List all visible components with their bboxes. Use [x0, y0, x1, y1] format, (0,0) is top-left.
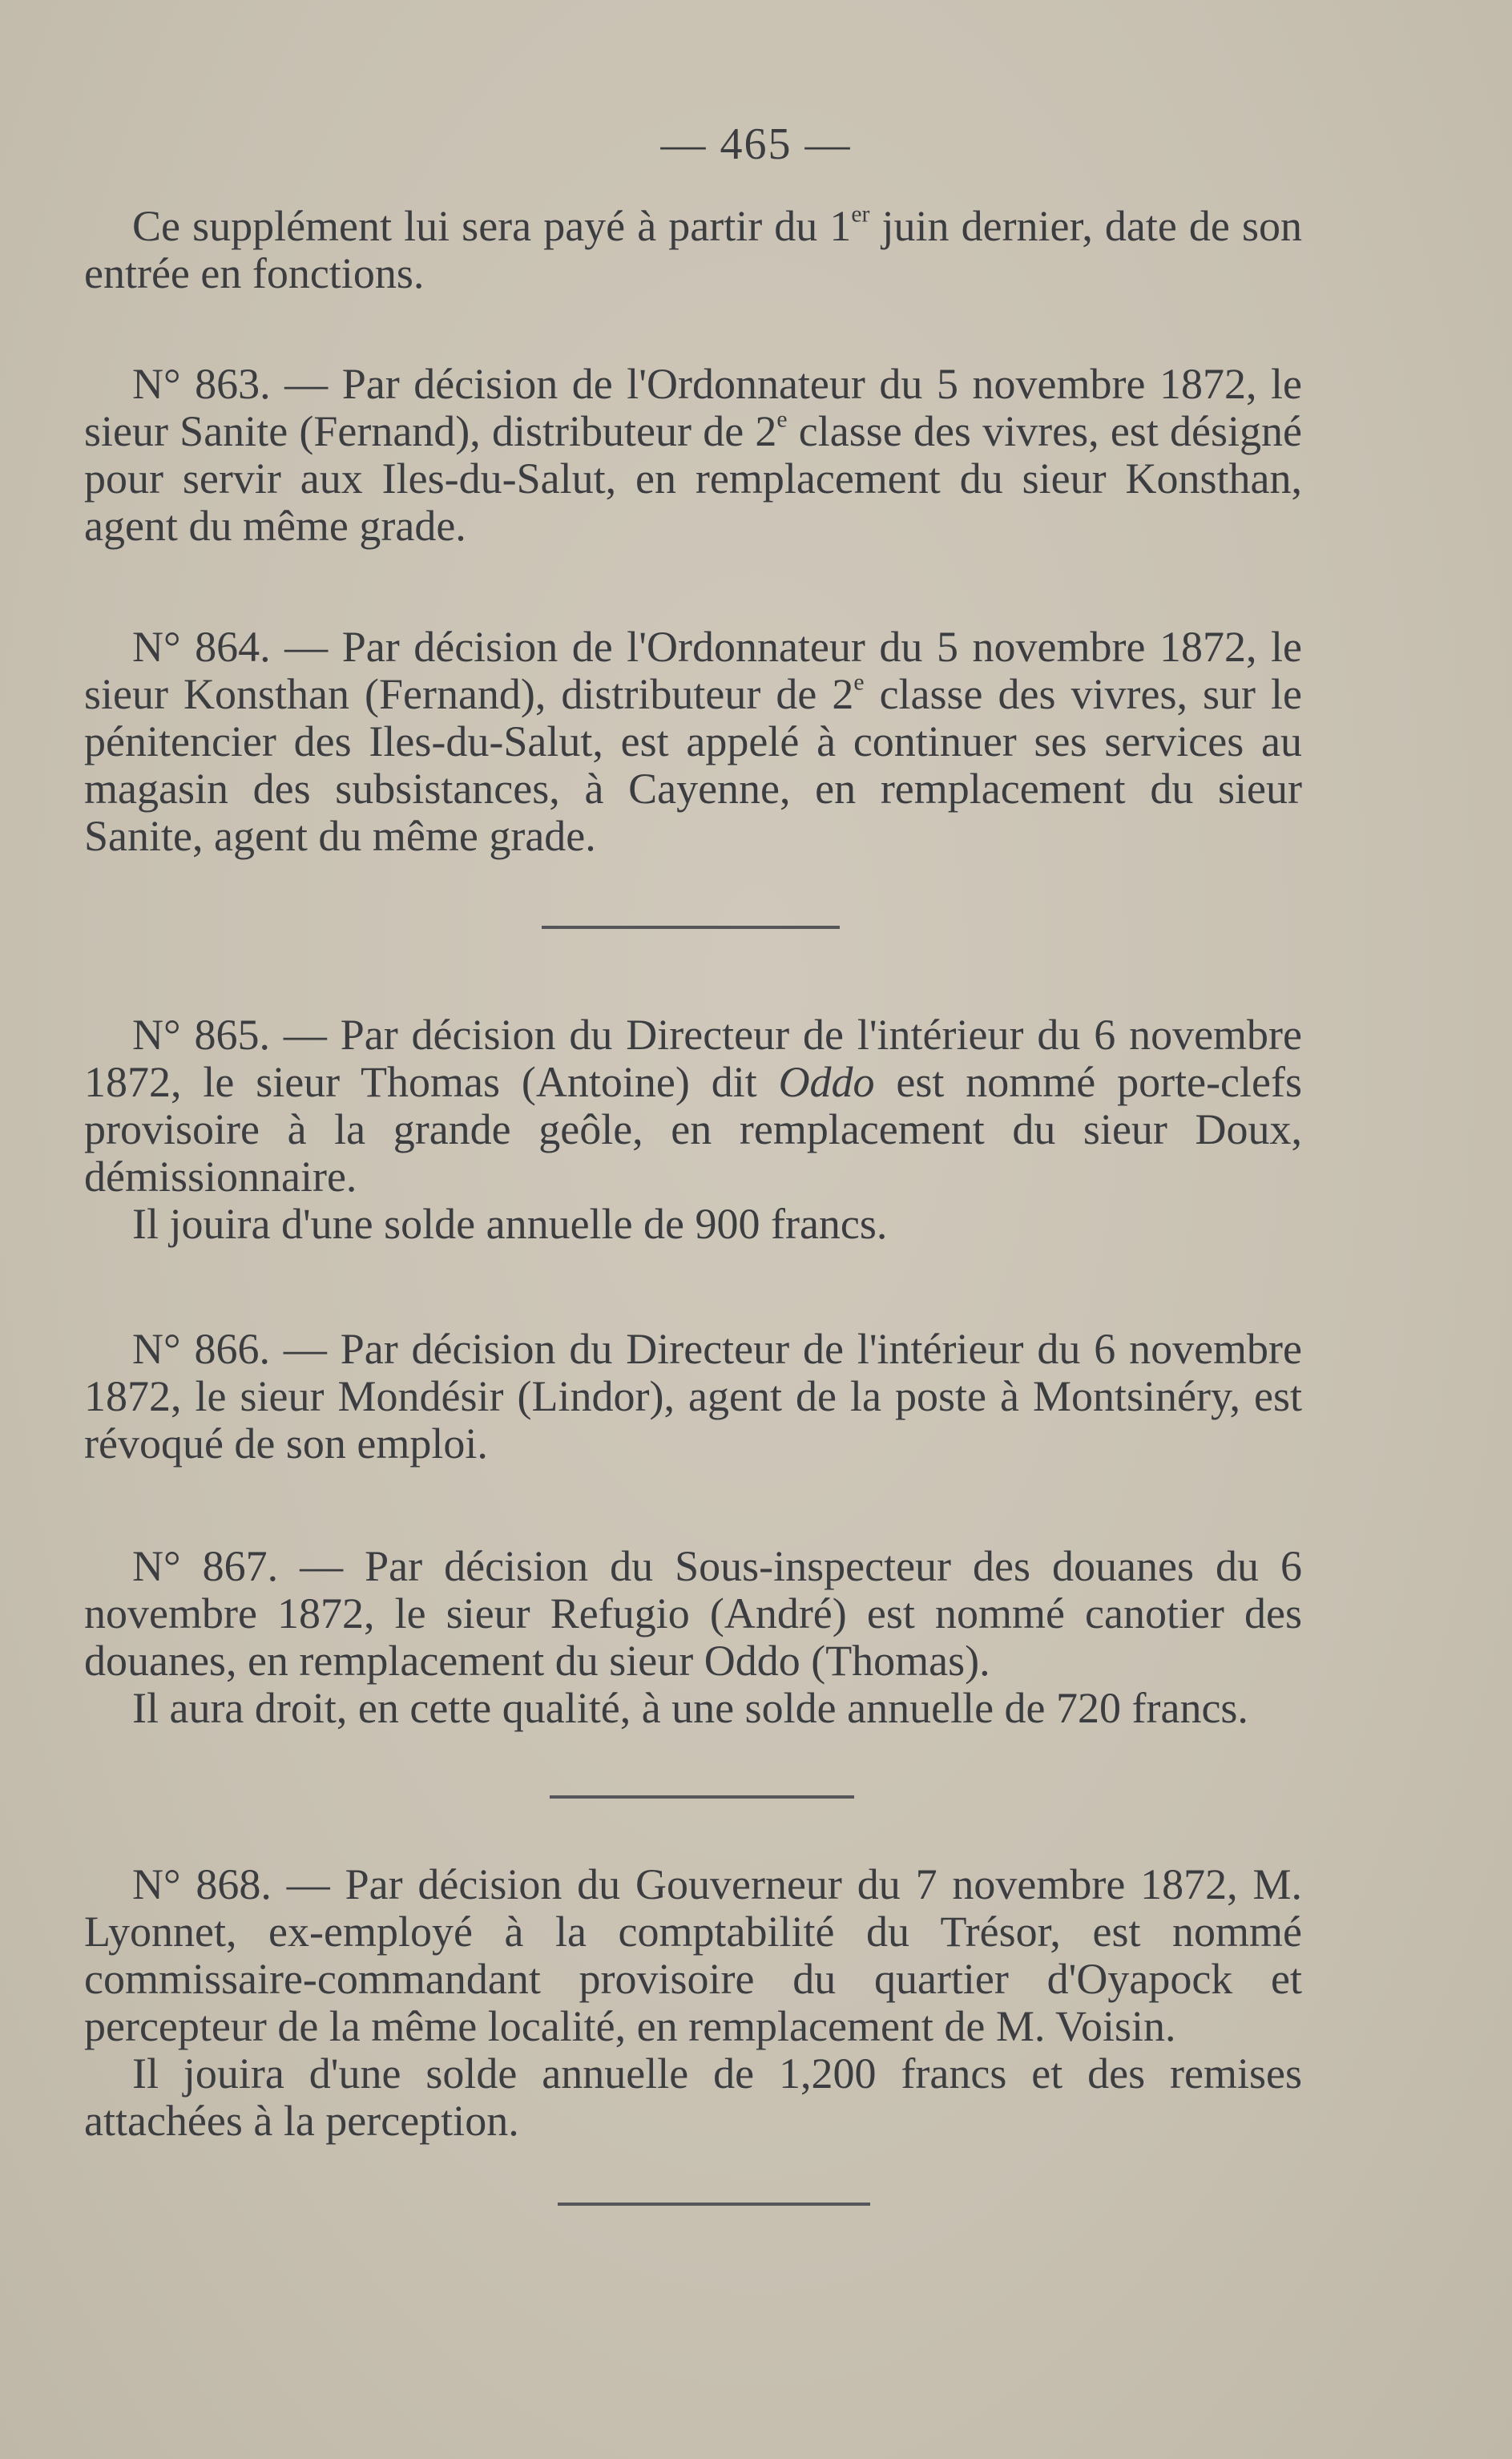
decision-865 [84, 1011, 1302, 1248]
paragraph-text: Ce supplément lui sera payé à partir du 1er juin dernier, date de son entrée en fonctions. [84, 201, 1302, 297]
paragraph-text: N° 866. — Par décision du Directeur de l'intérieur du 6 novembre 1872, le sieur Mondésir (Lindor), agent de la poste à Montsinéry, est révoqué de son emploi. [84, 1325, 1302, 1468]
paragraph-text: N° 863. — Par décision de l'Ordonnateur du 5 novembre 1872, le sieur Sanite (Fernand), distributeur de 2e classe des vivres, est désigné pour servir aux Iles-du-Salut, en remplacement du sieur Konsthan, agent du même grade. [84, 360, 1302, 550]
paragraph-text: N° 867. — Par décision du Sous-inspecteur des douanes du 6 novembre 1872, le sieur Refugio (André) est nommé canotier des douanes, en remplacement du sieur Oddo (Thomas). [84, 1542, 1302, 1685]
paragraph-text: N° 868. — Par décision du Gouverneur du 7 novembre 1872, M. Lyonnet, ex-employé à la comptabilité du Trésor, est nommé commissaire-commandant provisoire du quartier d'Oyapock et percepteur de la même localité, en remplacement de M. Voisin. [84, 1860, 1302, 2050]
decision-868 [84, 1861, 1302, 2145]
decision-866 [84, 1326, 1302, 1468]
paragraph-text: Il aura droit, en cette qualité, à une solde annuelle de 720 francs. [132, 1684, 1248, 1732]
decision-863 [84, 361, 1302, 550]
intro-paragraph [84, 203, 1302, 297]
paragraph-text: N° 865. — Par décision du Directeur de l'intérieur du 6 novembre 1872, le sieur Thomas (Antoine) dit Oddo est nommé porte-clefs provisoire à la grande geôle, en remplacement du sieur Doux, démissionnaire. [84, 1011, 1302, 1201]
decision-864 [84, 624, 1302, 860]
section-divider [550, 1795, 854, 1799]
decision-867 [84, 1543, 1302, 1732]
section-divider [542, 926, 840, 929]
page-number: — 465 — [660, 119, 852, 169]
paragraph-text: N° 864. — Par décision de l'Ordonnateur du 5 novembre 1872, le sieur Konsthan (Fernand), distributeur de 2e classe des vivres, sur le pénitencier des Iles-du-Salut, est appelé à continuer ses services au magasin des subsistances, à Cayenne, en remplacement du sieur Sanite, agent du même grade. [84, 623, 1302, 860]
paragraph-text: Il jouira d'une solde annuelle de 1,200 francs et des remises attachées à la perception. [84, 2049, 1302, 2145]
paragraph-text: Il jouira d'une solde annuelle de 900 francs. [132, 1200, 888, 1248]
section-divider [558, 2203, 870, 2206]
